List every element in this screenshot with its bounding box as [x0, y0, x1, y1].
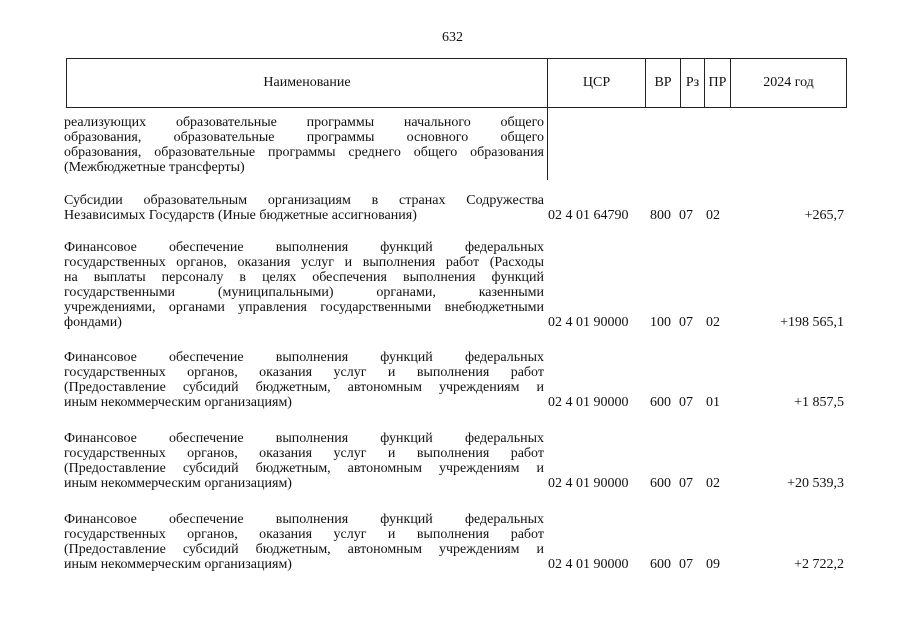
table-header: [66, 58, 847, 108]
row-name-line: Финансовое обеспечение выполнения функций федеральных: [64, 512, 544, 527]
row-rz: 07: [679, 476, 693, 491]
header-year: 2024 год: [763, 75, 814, 90]
header-pr: ПР: [705, 59, 731, 107]
row-name-line: иным некоммерческим организациям): [64, 476, 292, 491]
row-vr: 600: [650, 557, 671, 572]
row-amount: +2 722,2: [794, 557, 844, 572]
row-name-line: государственными (муниципальными) органами, казенными: [64, 285, 544, 300]
header-vr: ВР: [646, 59, 681, 107]
row-name-line: Финансовое обеспечение выполнения функций федеральных: [64, 350, 544, 365]
row-rz: 07: [679, 557, 693, 572]
row-pr: 02: [706, 315, 720, 330]
row-name-line: государственных органов, оказания услуг и выполнения работ: [64, 365, 544, 380]
row-name: [64, 512, 544, 572]
table-row: [64, 512, 848, 572]
row-name-line: государственных органов, оказания услуг и выполнения работ: [64, 527, 544, 542]
row-name-line: иным некоммерческим организациям): [64, 557, 292, 572]
row-name-line: реализующих образовательные программы начального общего: [64, 115, 544, 130]
table-row: [64, 240, 848, 330]
row-amount: +265,7: [804, 208, 844, 223]
row-name: [64, 431, 544, 491]
row-name-line: образования, образовательные программы среднего общего образования: [64, 145, 544, 160]
row-name-line: государственных органов, оказания услуг и выполнения работ (Расходы: [64, 255, 544, 270]
row-name: [64, 193, 544, 223]
row-code: 02 4 01 90000: [548, 395, 629, 410]
row-code: 02 4 01 90000: [548, 476, 629, 491]
table-row: [64, 115, 848, 175]
row-name-line: фондами): [64, 315, 122, 330]
row-vr: 600: [650, 395, 671, 410]
row-code: 02 4 01 64790: [548, 208, 629, 223]
row-rz: 07: [679, 208, 693, 223]
row-name-line: государственных органов, оказания услуг и выполнения работ: [64, 446, 544, 461]
row-pr: 02: [706, 476, 720, 491]
row-rz: 07: [679, 315, 693, 330]
row-code: 02 4 01 90000: [548, 315, 629, 330]
table-row: [64, 350, 848, 410]
row-code: 02 4 01 90000: [548, 557, 629, 572]
row-name-line: учреждениями, органами управления государственными внебюджетными: [64, 300, 544, 315]
row-name-line: (Предоставление субсидий бюджетным, автономным учреждениям и: [64, 380, 544, 395]
header-name: Наименование: [67, 59, 548, 107]
row-amount: +198 565,1: [780, 315, 844, 330]
header-csr: ЦСР: [548, 59, 646, 107]
row-vr: 600: [650, 476, 671, 491]
row-name-line: (Предоставление субсидий бюджетным, автономным учреждениям и: [64, 461, 544, 476]
row-name-line: Финансовое обеспечение выполнения функций федеральных: [64, 431, 544, 446]
row-name-line: образования, образовательные программы основного общего: [64, 130, 544, 145]
row-vr: 800: [650, 208, 671, 223]
row-name: [64, 350, 544, 410]
row-name-line: Независимых Государств (Иные бюджетные ассигнования): [64, 208, 417, 223]
table-row: [64, 431, 848, 491]
row-name: [64, 115, 544, 175]
row-name: [64, 240, 544, 330]
row-vr: 100: [650, 315, 671, 330]
row-name-line: на выплаты персоналу в целях обеспечения выполнения функций: [64, 270, 544, 285]
row-rz: 07: [679, 395, 693, 410]
row-name-line: Финансовое обеспечение выполнения функций федеральных: [64, 240, 544, 255]
row-name-line: (Межбюджетные трансферты): [64, 160, 245, 175]
row-name-line: (Предоставление субсидий бюджетным, автономным учреждениям и: [64, 542, 544, 557]
row-pr: 02: [706, 208, 720, 223]
page-number: 632: [442, 30, 463, 45]
row-amount: +20 539,3: [787, 476, 844, 491]
row-name-line: Субсидии образовательным организациям в странах Содружества: [64, 193, 544, 208]
table-row: [64, 193, 848, 223]
row-name-line: иным некоммерческим организациям): [64, 395, 292, 410]
row-amount: +1 857,5: [794, 395, 844, 410]
row-pr: 09: [706, 557, 720, 572]
header-rz: Рз: [681, 59, 705, 107]
row-pr: 01: [706, 395, 720, 410]
